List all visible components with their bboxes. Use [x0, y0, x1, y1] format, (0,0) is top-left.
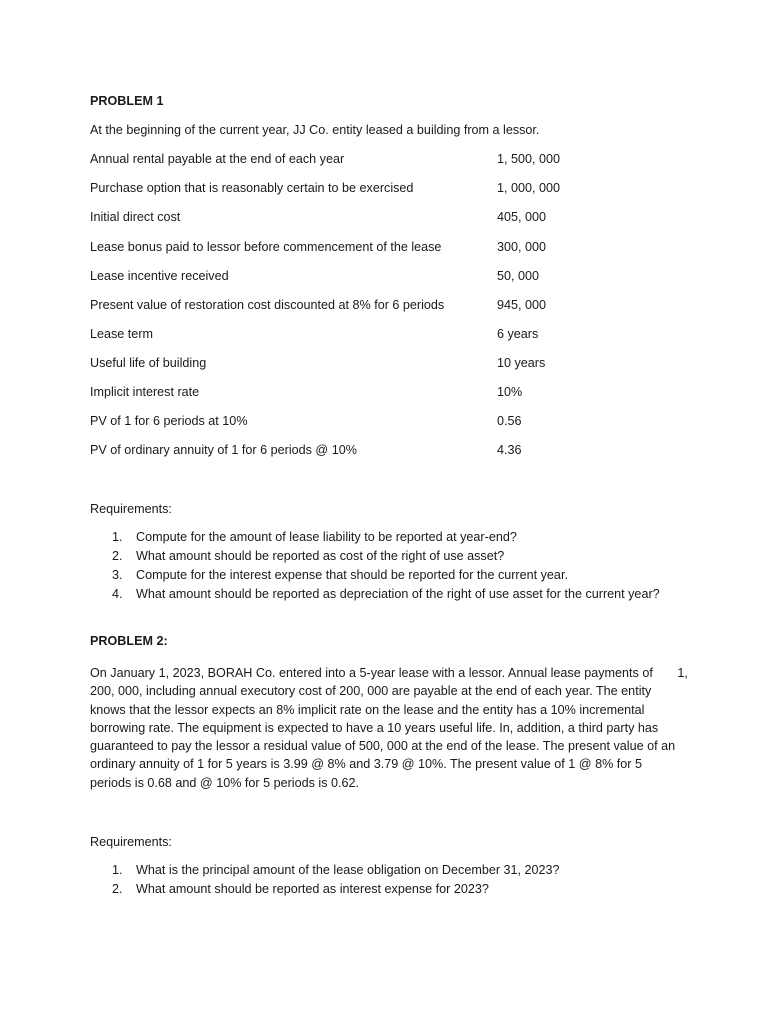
list-item-text: What amount should be reported as interest expense for 2023? — [136, 882, 489, 896]
list-item-number: 4. — [112, 587, 123, 601]
table-row-value: 405, 000 — [497, 210, 547, 224]
list-item-text: Compute for the amount of lease liability to be reported at year-end? — [136, 530, 517, 544]
table-row-label: PV of 1 for 6 periods at 10% — [90, 414, 248, 428]
table-row-label: Useful life of building — [90, 356, 207, 370]
table-row-label: Initial direct cost — [90, 210, 181, 224]
paragraph-line: On January 1, 2023, BORAH Co. entered into a 5-year lease with a lessor. Annual lease payments of 1, — [90, 666, 688, 680]
problem1-intro: At the beginning of the current year, JJ Co. entity leased a building from a lessor. — [90, 123, 540, 137]
paragraph-line: periods is 0.68 and @ 10% for 5 periods is 0.62. — [90, 775, 360, 790]
table-row-label: Lease incentive received — [90, 269, 229, 283]
table-row-label: Present value of restoration cost discounted at 8% for 6 periods — [90, 298, 445, 312]
table-row-value: 0.56 — [497, 414, 522, 428]
list-item — [112, 530, 517, 544]
table-row-label: Lease term — [90, 327, 153, 341]
paragraph-line: guaranteed to pay the lessor a residual value of 500, 000 at the end of the lease. The present value of an — [90, 739, 676, 754]
table-row-value: 10 years — [497, 356, 546, 370]
list-item-number: 1. — [112, 863, 123, 877]
list-item-number: 2. — [112, 549, 123, 563]
table-row-value: 1, 000, 000 — [497, 181, 561, 195]
list-item-number: 1. — [112, 530, 123, 544]
table-row-value: 6 years — [497, 327, 539, 341]
table-row-value: 4.36 — [497, 443, 522, 457]
list-item — [112, 568, 568, 582]
table-row-value: 300, 000 — [497, 240, 547, 254]
problem1-requirements-title: Requirements: — [90, 502, 172, 516]
table-row-label: Annual rental payable at the end of each year — [90, 152, 345, 166]
paragraph-line: knows that the lessor expects an 8% implicit rate on the lease and the entity has a 10% incremental — [90, 702, 645, 717]
paragraph-line: borrowing rate. The equipment is expected to have a 10 years useful life. In, addition, a third party has — [90, 720, 659, 735]
list-item — [112, 863, 560, 877]
table-row-label: Purchase option that is reasonably certain to be exercised — [90, 181, 414, 195]
problem2-requirements-title: Requirements: — [90, 835, 172, 849]
table-row-value: 1, 500, 000 — [497, 152, 561, 166]
paragraph-line: 200, 000, including annual executory cost of 200, 000 are payable at the end of each year. The entity — [90, 684, 652, 699]
problem2-heading: PROBLEM 2: — [90, 634, 168, 648]
list-item — [112, 882, 489, 896]
table-row-label: Implicit interest rate — [90, 385, 200, 399]
list-item-text: What amount should be reported as depreciation of the right of use asset for the current year? — [136, 587, 660, 601]
table-row-value: 50, 000 — [497, 269, 540, 283]
list-item-text: Compute for the interest expense that should be reported for the current year. — [136, 568, 568, 582]
paragraph-line: ordinary annuity of 1 for 5 years is 3.99 @ 8% and 3.79 @ 10%. The present value of 1 @ 8% for 5 — [90, 757, 642, 772]
table-row-label: Lease bonus paid to lessor before commencement of the lease — [90, 240, 442, 254]
problem1-heading: PROBLEM 1 — [90, 94, 164, 108]
list-item-text: What is the principal amount of the lease obligation on December 31, 2023? — [136, 863, 560, 877]
problem2-paragraph — [90, 664, 688, 792]
list-item — [112, 587, 660, 601]
table-row-label: PV of ordinary annuity of 1 for 6 periods @ 10% — [90, 443, 357, 457]
list-item-text: What amount should be reported as cost of the right of use asset? — [136, 549, 505, 563]
list-item — [112, 549, 504, 563]
list-item-number: 2. — [112, 882, 123, 896]
list-item-number: 3. — [112, 568, 123, 582]
table-row-value: 945, 000 — [497, 298, 547, 312]
table-row-value: 10% — [497, 385, 523, 399]
